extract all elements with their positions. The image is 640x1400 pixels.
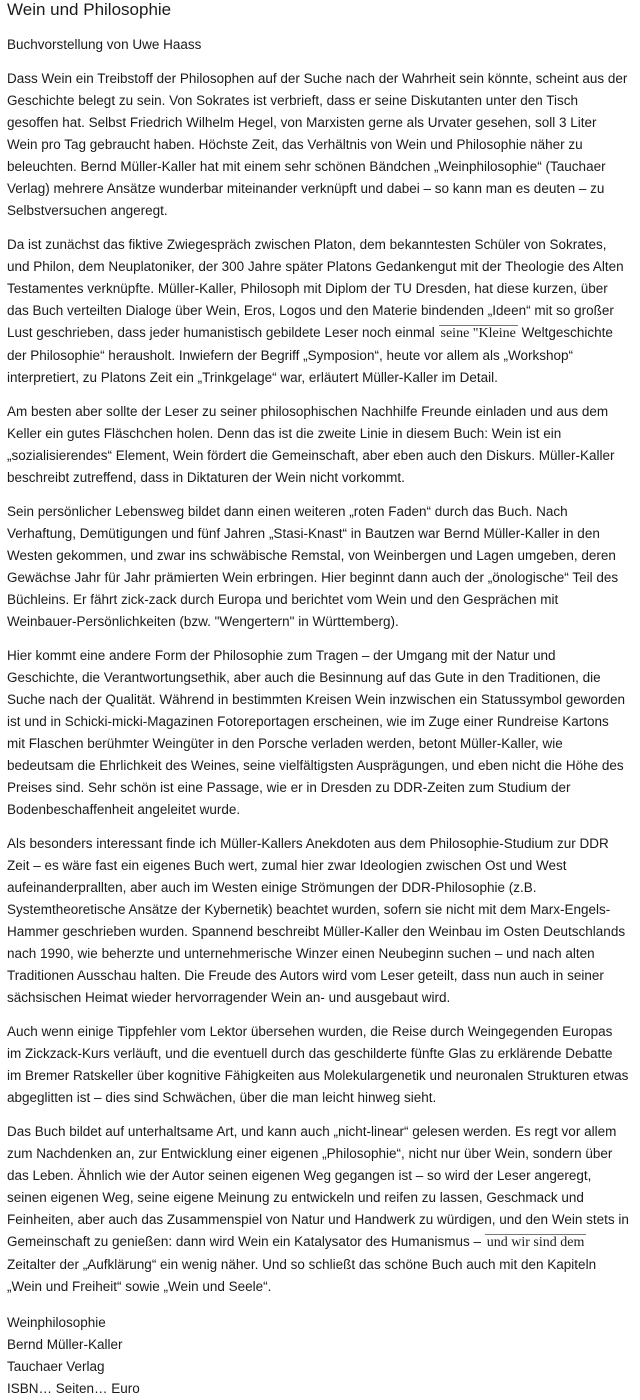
paragraph-5: Hier kommt eine andere Form der Philosophie zum Tragen – der Umgang mit der Natur und Geschichte, die Verantwortungsethik, aber auch die Besinnung auf das Gute in den Traditionen, die Suche nach der Qualität. Während in bestimmten Kreisen Wein inzwischen ein Statussymbol geworden ist und in Schicki-micki-Magazinen Fotoreportagen erscheinen, wie im Zuge einer Rundreise Kartons mit Flaschen berühmter Weingüter in den Porsche verladen werden, betont Müller-Kaller, wie bedeutsam die Ehrlichkeit des Weines, seine vielfältigsten Ausprägungen, und eben nicht die Höhe des Preises sind. Sehr schön ist eine Passage, wie er in Dresden zu DDR-Zeiten zum Studium der Bodenbeschaffenheit angeleitet wurde.: [7, 648, 626, 817]
book-details: [7, 1312, 630, 1400]
book-publisher: Tauchaer Verlag: [7, 1359, 105, 1374]
paragraph-1: Dass Wein ein Treibstoff der Philosophen auf der Suche nach der Wahrheit sein könnte, scheint aus der Geschichte belegt zu sein. Von Sokrates ist verbrieft, dass er seine Diskutanten unter den Tisch gesoffen hat. Selbst Friedrich Wilhelm Hegel, von Marxisten gerne als Urvater gesehen, soll 3 Liter Wein pro Tag gebraucht haben. Höchste Zeit, das Verhältnis von Wein und Philosophie näher zu beleuchten. Bernd Müller-Kaller hat mit einem sehr schönen Bändchen „Weinphilosophie“ (Tauchaer Verlag) mehrere Ansätze wunderbar miteinander verknüpft und dabei – so kann man es deuten – zu Selbstversuchen angeregt.: [7, 71, 628, 218]
paragraph-7: Auch wenn einige Tippfehler vom Lektor übersehen wurden, die Reise durch Weingegenden Europas im Zickzack-Kurs verläuft, und die eventuell durch das geschilderte fünfte Glas zu erklärende Debatte im Bremer Ratskeller über kognitive Fähigkeiten aus Molekulargenetik und neuronalen Strukturen etwas abgeglitten ist – dies sind Schwächen, über die man leicht hinweg sieht.: [7, 1024, 629, 1105]
paragraph-4: Sein persönlicher Lebensweg bildet dann einen weiteren „roten Faden“ durch das Buch. Nach Verhaftung, Demütigungen und fünf Jahren „Stasi-Knast“ in Bautzen war Bernd Müller-Kaller in den Westen gekommen, und zwar ins schwäbische Remstal, von Weinbergen und Lagen umgeben, deren Gewächse Jahr für Jahr prämierten Wein erbringen. Hier beginnt dann auch der „önologische“ Teil des Büchleins. Er fährt zick-zack durch Europa und berichtet vom Wein und den Gesprächen mit Weinbauer-Persönlichkeiten (bzw. "Wengertern" in Württemberg).: [7, 504, 619, 629]
paragraph-2-text-after: Weltgeschichte der Philosophie“ herausholt. Inwiefern der Begriff „Symposion“, heute vor allem als „Workshop“ interpretiert, zu Platons Zeit ein „Trinkgelage“ war, erläutert Müller-Kaller im Detail.: [7, 325, 613, 385]
book-title: Weinphilosophie: [7, 1315, 106, 1330]
book-author: Bernd Müller-Kaller: [7, 1337, 123, 1352]
document-subtitle: Buchvorstellung von Uwe Haass: [7, 37, 202, 52]
handwritten-insert: und wir sind dem: [486, 1235, 585, 1250]
paragraph-8-text-before: Das Buch bildet auf unterhaltsame Art, und kann auch „nicht-linear“ gelesen werden. Es regt vor allem zum Nachdenken an, zur Entwicklung einer eigenen „Philosophie“, nicht nur über Wein, sondern über das Leben. Ähnlich wie der Autor seinen eigenen Weg gegangen ist – so wird der Leser angeregt, seinen eigenen Weg, seine eigene Meinung zu entwickeln und reifen zu lassen, Geschmack und Feinheiten, aber auch das Zusammenspiel von Natur und Handwerk zu würdigen, und den Wein stets in Gemeinschaft zu genießen: dann wird Wein ein Katalysator des Humanismus –: [7, 1124, 629, 1249]
paragraph-3: Am besten aber sollte der Leser zu seiner philosophischen Nachhilfe Freunde einladen und aus dem Keller ein gutes Fläschchen holen. Denn das ist die zweite Linie in diesem Buch: Wein ist ein „sozialisierendes“ Element, Wein fördert die Gemeinschaft, aber eben auch den Diskurs. Müller-Kaller beschreibt zutreffend, dass in Diktaturen der Wein nicht vorkommt.: [7, 404, 615, 485]
paragraph-8-text-after: Zeitalter der „Aufklärung“ ein wenig näher. Und so schließt das schöne Buch auch mit den Kapiteln „Wein und Freiheit“ sowie „Wein und Seele“.: [7, 1257, 597, 1294]
book-isbn-line: ISBN… Seiten… Euro: [7, 1381, 140, 1396]
paragraph-2: [7, 234, 630, 389]
handwritten-insert: seine "Kleine: [440, 326, 516, 341]
document-title: Wein und Philosophie: [7, 0, 172, 19]
paragraph-2-text-before: Da ist zunächst das fiktive Zwiegespräch zwischen Platon, dem bekanntesten Schüler von Sokrates, und Philon, dem Neuplatoniker, der 300 Jahre später Platons Gedankengut mit der Theologie des Alten Testamentes verknüpfte. Müller-Kaller, Philosoph mit Diplom der TU Dresden, hat diese kurzen, über das Buch verteilten Dialoge über Wein, Eros, Logos und den Materie bindenden „Ideen“ mit so großer Lust geschrieben, dass jeder humanistisch gebildete Leser noch einmal: [7, 237, 624, 340]
paragraph-6: Als besonders interessant finde ich Müller-Kallers Anekdoten aus dem Philosophie-Studium zur DDR Zeit – es wäre fast ein eigenes Buch wert, zumal hier zwar Ideologien zwischen Ost und West aufeinanderprallten, aber auch im Westen einige Strömungen der DDR-Philosophie (z.B. Systemtheoretische Ansätze der Kybernetik) beachtet wurden, sofern sie nicht mit dem Marx-Engels-Hammer geschrieben wurden. Spannend beschreibt Müller-Kaller den Weinbau im Osten Deutschlands nach 1990, wie beherzte und unternehmerische Winzer einen Neubeginn suchen – und nach alten Traditionen Ausschau halten. Die Freude des Autors wird vom Leser geteilt, dass nun auch in seiner sächsischen Heimat wieder hervorragender Wein an- und ausgebaut wird.: [7, 836, 626, 1005]
article-body: [7, 68, 630, 1298]
paragraph-8: [7, 1121, 630, 1298]
